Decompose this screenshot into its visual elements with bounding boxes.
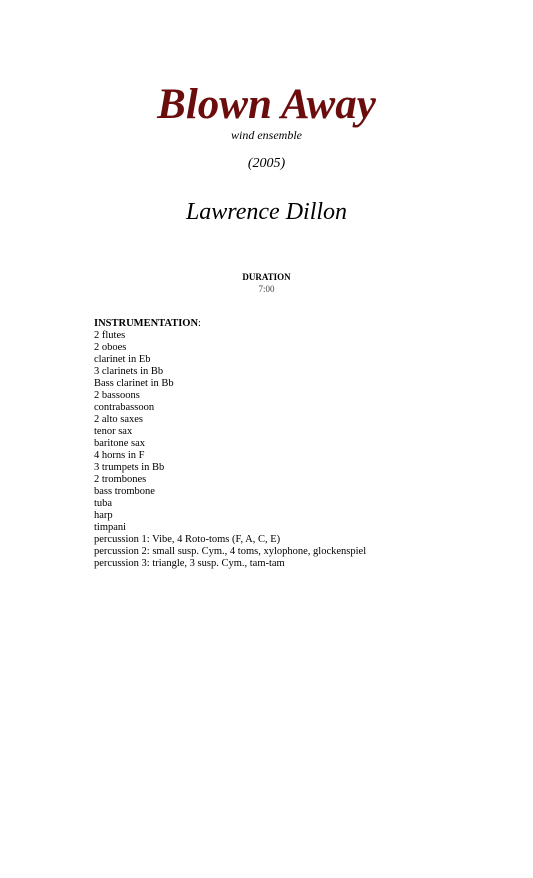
instrument-item: timpani: [94, 522, 127, 533]
instrument-list: [94, 330, 366, 570]
composition-year: (2005): [247, 156, 286, 171]
instrument-item: 4 horns in F: [94, 450, 145, 461]
composer-name: Lawrence Dillon: [185, 199, 348, 225]
instrumentation-header: [94, 318, 366, 330]
instrument-item: Bass clarinet in Bb: [94, 378, 174, 389]
instrument-item: 3 trumpets in Bb: [94, 462, 165, 473]
instrument-item: percussion 3: triangle, 3 susp. Cym., tam-tam: [94, 558, 285, 569]
duration-label: DURATION: [242, 272, 291, 282]
instrument-item: tenor sax: [94, 426, 133, 437]
duration-value: 7:00: [258, 284, 275, 294]
piece-title: Blown Away: [157, 81, 376, 128]
instrument-item: contrabassoon: [94, 402, 155, 413]
instrument-item: percussion 1: Vibe, 4 Roto-toms (F, A, C, E): [94, 534, 281, 545]
instrument-item: harp: [94, 510, 113, 521]
instrument-item: 2 flutes: [94, 330, 126, 341]
instrumentation-heading: INSTRUMENTATION: [94, 318, 199, 329]
instrument-item: tuba: [94, 498, 113, 509]
instrument-item: 3 clarinets in Bb: [94, 366, 164, 377]
instrument-item: 2 oboes: [94, 342, 127, 353]
instrument-item: percussion 2: small susp. Cym., 4 toms, xylophone, glockenspiel: [94, 546, 367, 557]
instrument-item: clarinet in Eb: [94, 354, 151, 365]
instrumentation-section: [94, 318, 366, 570]
instrument-item: 2 bassoons: [94, 390, 140, 401]
instrument-item: bass trombone: [94, 486, 155, 497]
instrument-item: baritone sax: [94, 438, 146, 449]
instrument-item: 2 alto saxes: [94, 414, 143, 425]
ensemble-subtitle: wind ensemble: [231, 128, 302, 142]
instrumentation-colon: :: [198, 318, 201, 329]
instrument-item: 2 trombones: [94, 474, 147, 485]
